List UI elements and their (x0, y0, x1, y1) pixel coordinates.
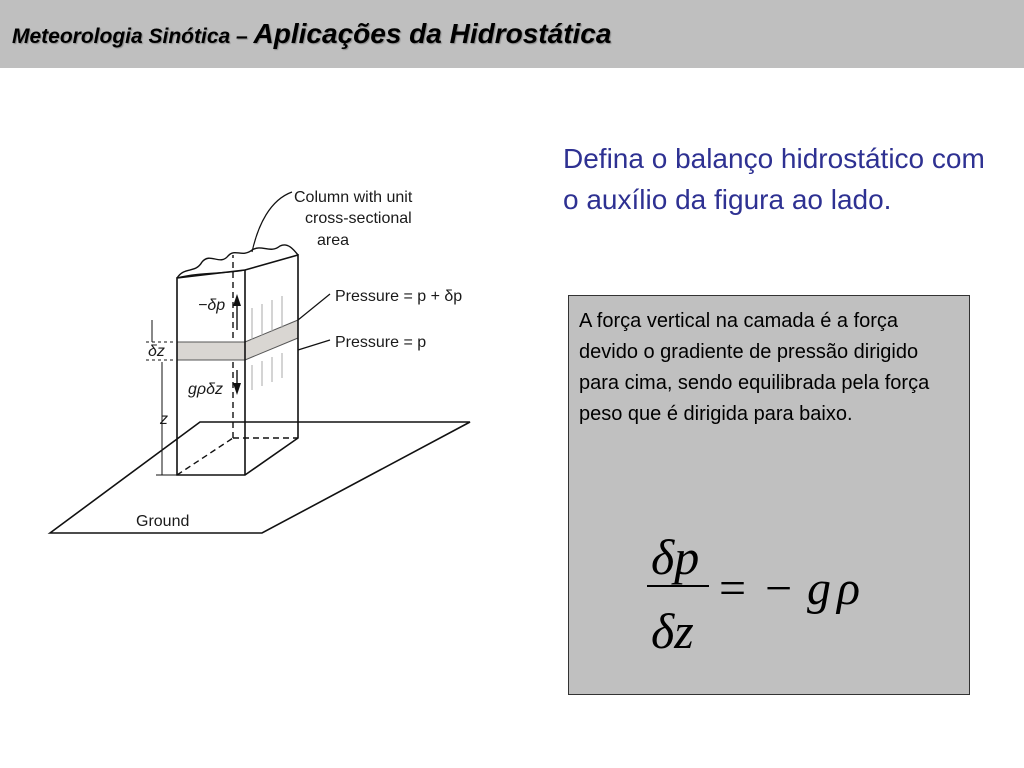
equation-numerator: δp (651, 529, 700, 585)
density-symbol: ρ (837, 562, 861, 615)
minus-sign: − (765, 562, 793, 615)
intro-text: Defina o balanço hidrostático com o auxílio da figura ao lado. (563, 143, 985, 215)
down-arrowhead (233, 383, 241, 395)
column-label-pointer (252, 192, 292, 252)
up-arrowhead (233, 294, 241, 306)
equation-graphic (629, 506, 949, 666)
z-label: z (160, 411, 168, 428)
equals-sign: = (719, 562, 747, 615)
explanation-box (568, 295, 970, 695)
column-top-edge (177, 245, 298, 278)
column-label-line2: cross-sectional (305, 210, 412, 227)
grho-dz-label: gρδz (188, 381, 223, 398)
title-main: Aplicações da Hidrostática (253, 18, 612, 49)
column-diagram (30, 180, 510, 540)
pressure-bottom-leader (298, 340, 330, 350)
ground-label: Ground (136, 513, 190, 530)
pressure-bottom-label: Pressure = p (335, 334, 427, 351)
header-bar (0, 0, 1024, 68)
pressure-top-label: Pressure = p + δp (335, 288, 463, 305)
hydrostatic-equation (629, 506, 949, 666)
gravity-symbol: g (807, 562, 831, 615)
column-hidden-edge (177, 438, 233, 475)
column-label-line3: area (317, 232, 350, 249)
pressure-top-leader (298, 294, 330, 320)
explanation-text: A força vertical na camada é a força devido o gradiente de pressão dirigido para cima, sendo equilibrada pela força peso que é dirigida para baixo. (579, 310, 930, 425)
column-label-line1: Column with unit (294, 189, 413, 206)
title-prefix: Meteorologia Sinótica – (12, 25, 254, 48)
ground-plane (50, 422, 470, 533)
column-outline (177, 255, 298, 475)
dz-label: δz (148, 343, 165, 360)
equation-denominator: δz (651, 603, 694, 659)
slide-title (12, 18, 611, 50)
minus-dp-label: −δp (198, 297, 226, 314)
hydrostatic-column-figure (30, 180, 510, 540)
